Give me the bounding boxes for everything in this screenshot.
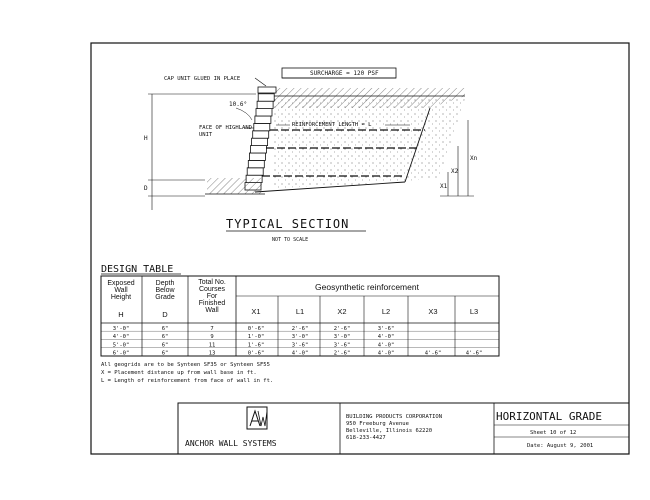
- batter-angle-label: 10.6°: [229, 101, 248, 108]
- table-cell: 3'-0": [333, 334, 351, 341]
- header-geosynthetic: Geosynthetic reinforcement: [315, 282, 419, 292]
- table-cell: 13: [208, 350, 216, 357]
- note-3: L = Length of reinforcement from face of wall in ft.: [101, 378, 274, 384]
- leveling-pad: [207, 178, 262, 194]
- table-cell: 6": [161, 326, 169, 332]
- table-symbol-l3: L3: [469, 307, 479, 316]
- address-line-1: BUILDING PRODUCTS CORPORATION: [346, 414, 443, 420]
- wall-block: [247, 168, 263, 175]
- wall-block: [255, 116, 271, 123]
- wall-block: [253, 131, 269, 138]
- wall-block: [248, 160, 264, 167]
- table-cell: 6'-0": [112, 350, 130, 357]
- wall-block: [251, 146, 267, 153]
- title-block: [178, 403, 629, 454]
- header-courses-5: Wall: [205, 307, 219, 314]
- table-cell: 9: [210, 334, 214, 341]
- header-depth-1: Depth: [155, 280, 175, 287]
- table-cell: 7: [210, 326, 214, 332]
- table-symbol-h: H: [118, 310, 124, 319]
- header-courses-4: Finished: [198, 300, 226, 307]
- dimension-xn: Xn: [470, 155, 478, 162]
- address-line-3: Belleville, Illinois 62220: [346, 428, 433, 434]
- table-cell: 6": [161, 334, 169, 341]
- table-cell: 2'-6": [333, 350, 351, 357]
- wall-block: [257, 101, 273, 108]
- dimension-d: D: [144, 185, 148, 192]
- table-cell: 4'-6": [465, 350, 483, 357]
- design-table-title: DESIGN TABLE: [101, 264, 174, 275]
- cap-unit-label: CAP UNIT GLUED IN PLACE: [164, 76, 241, 82]
- anchor-logo: [247, 407, 267, 429]
- header-exposed-2: Wall: [114, 287, 128, 294]
- retained-soil: [272, 98, 465, 188]
- table-cell: 3'-6": [333, 342, 351, 349]
- table-cell: 1'-0": [247, 334, 265, 341]
- header-courses-3: For: [206, 293, 218, 300]
- wall-block: [256, 109, 272, 116]
- note-1: All geogrids are to be Synteen SF35 or Synteen SF55: [101, 362, 270, 368]
- table-symbol-x3: X3: [428, 307, 438, 316]
- drawing-title: HORIZONTAL GRADE: [496, 410, 602, 423]
- section-subtitle: NOT TO SCALE: [272, 237, 309, 243]
- table-symbol-d: D: [162, 310, 168, 319]
- header-depth-3: Grade: [155, 294, 175, 301]
- dimension-h: H: [144, 135, 148, 142]
- header-depth-2: Below: [155, 287, 175, 294]
- table-cell: 0'-6": [247, 326, 265, 332]
- reinforcement-length-label: REINFORCEMENT LENGTH = L: [292, 122, 372, 128]
- typical-section: [144, 68, 478, 243]
- address-line-4: 618-233-4427: [346, 435, 386, 441]
- header-exposed-3: Height: [110, 294, 132, 301]
- ground-hatch-top: [272, 88, 465, 108]
- header-courses-2: Courses: [198, 286, 226, 293]
- dimension-x2: X2: [451, 168, 459, 175]
- table-symbol-l1: L1: [295, 307, 305, 316]
- table-cell: 4'-0": [291, 350, 309, 357]
- table-symbol-row: [118, 307, 478, 319]
- surcharge-label: SURCHARGE = 120 PSF: [310, 70, 379, 77]
- table-symbol-l2: L2: [381, 307, 391, 316]
- wall-block: [252, 138, 268, 145]
- wall-block: [258, 94, 274, 101]
- table-cell: 11: [208, 342, 216, 349]
- table-symbol-x2: X2: [337, 307, 347, 316]
- table-cell: 3'-0": [291, 334, 309, 341]
- cap-unit: [258, 87, 276, 93]
- face-label: FACE OF HIGHLAND: [199, 125, 252, 131]
- table-body: [113, 326, 483, 357]
- table-symbol-x1: X1: [251, 307, 261, 316]
- wall-blocks: [245, 87, 276, 190]
- table-cell: 5'-0": [112, 342, 130, 349]
- table-cell: 1'-6": [247, 342, 265, 349]
- table-cell: 6": [161, 350, 169, 357]
- table-cell: 0'-6": [247, 350, 265, 357]
- drawing-date: Date: August 9, 2001: [527, 443, 594, 449]
- table-cell: 3'-6": [377, 326, 395, 332]
- table-cell: 4'-6": [424, 350, 442, 357]
- wall-block: [249, 153, 265, 160]
- note-2: X = Placement distance up from wall base in ft.: [101, 370, 257, 376]
- table-cell: 3'-0": [112, 326, 130, 332]
- address-line-2: 950 Freeburg Avenue: [346, 421, 409, 427]
- design-table: [101, 264, 499, 384]
- table-cell: 4'-0": [377, 334, 395, 341]
- table-cell: 3'-6": [291, 342, 309, 349]
- wall-block: [254, 123, 270, 130]
- face-label-unit: UNIT: [199, 132, 213, 138]
- header-courses-1: Total No.: [198, 279, 226, 286]
- table-cell: 6": [161, 342, 169, 349]
- table-cell: 4'-0": [377, 342, 395, 349]
- company-name: ANCHOR WALL SYSTEMS: [185, 439, 277, 448]
- table-cell: 4'-0": [112, 334, 130, 341]
- table-cell: 4'-0": [377, 350, 395, 357]
- section-title: TYPICAL SECTION: [226, 217, 350, 231]
- table-cell: 2'-6": [333, 326, 351, 332]
- table-cell: 2'-6": [291, 326, 309, 332]
- dimension-x1: X1: [440, 183, 448, 190]
- header-exposed-1: Exposed: [107, 280, 135, 287]
- sheet-number: Sheet 10 of 12: [530, 430, 577, 436]
